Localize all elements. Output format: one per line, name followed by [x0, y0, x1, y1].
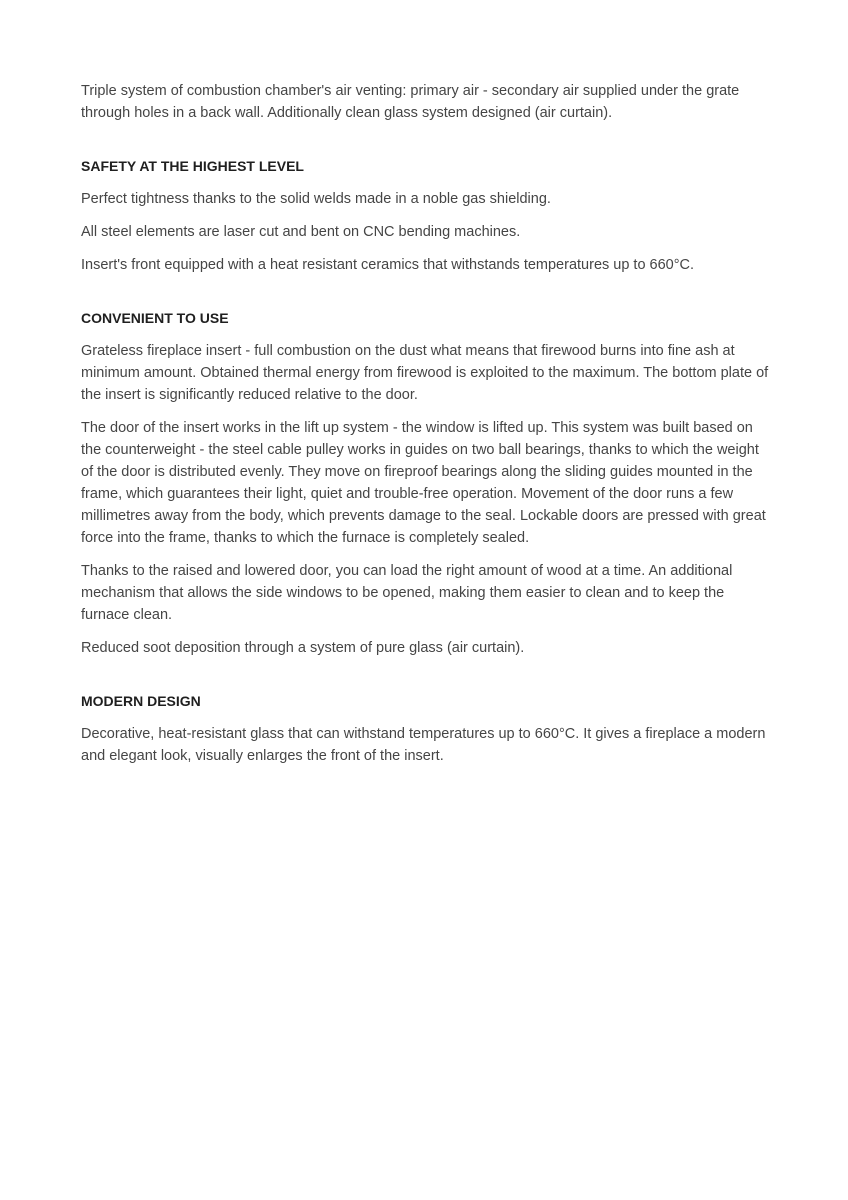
design-section [81, 690, 771, 767]
intro-paragraph: Triple system of combustion chamber's air venting: primary air - secondary air supplied under the grate through holes in a back wall. Additionally clean glass system designed (air curtain). [81, 83, 740, 121]
section-heading-design: MODERN DESIGN [81, 693, 201, 709]
section-heading-safety: SAFETY AT THE HIGHEST LEVEL [81, 158, 304, 174]
paragraph: Decorative, heat-resistant glass that can withstand temperatures up to 660°C. It gives a fireplace a modern and elegant look, visually enlarges the front of the insert. [81, 726, 766, 764]
convenience-section [81, 307, 771, 659]
paragraph: All steel elements are laser cut and bent on CNC bending machines. [81, 224, 521, 240]
paragraph: Thanks to the raised and lowered door, you can load the right amount of wood at a time. An additional mechanism that allows the side windows to be opened, making them easier to clean and to keep the furnace clean. [81, 563, 733, 623]
intro-section [81, 80, 771, 124]
paragraph: Insert's front equipped with a heat resistant ceramics that withstands temperatures up to 660°C. [81, 257, 695, 273]
paragraph: Perfect tightness thanks to the solid welds made in a noble gas shielding. [81, 191, 551, 207]
safety-section [81, 155, 771, 276]
paragraph: Grateless fireplace insert - full combustion on the dust what means that firewood burns into fine ash at minimum amount. Obtained thermal energy from firewood is exploited to the maximum. The bottom plate of the insert is significantly reduced relative to the door. [81, 343, 769, 403]
document-page [81, 80, 771, 778]
paragraph: Reduced soot deposition through a system of pure glass (air curtain). [81, 640, 525, 656]
section-heading-convenient: CONVENIENT TO USE [81, 310, 229, 326]
paragraph: The door of the insert works in the lift up system - the window is lifted up. This system was built based on the counterweight - the steel cable pulley works in guides on two ball bearings, thanks to which the weight of the door is distributed evenly. They move on fireproof bearings along the sliding guides mounted in the frame, which guarantees their light, quiet and trouble-free operation. Movement of the door runs a few millimetres away from the body, which prevents damage to the seal. Lockable doors are pressed with great force into the frame, thanks to which the furnace is completely sealed. [81, 420, 766, 546]
